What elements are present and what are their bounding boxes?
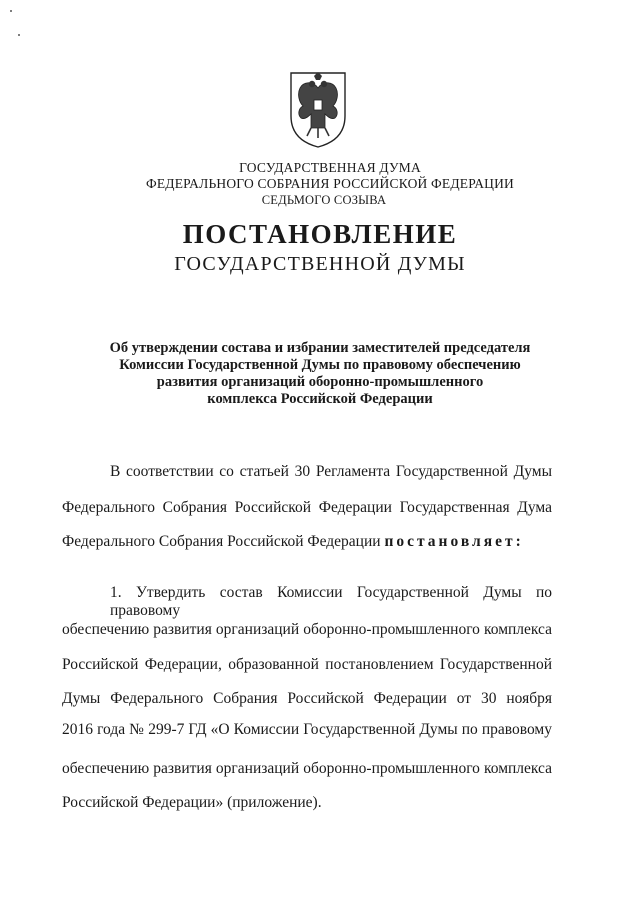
body-line: В соответствии со статьей 30 Регламента Государственной Думы xyxy=(110,463,552,480)
decree-keyword: постановляет: xyxy=(384,533,524,550)
body-line: Думы Федерального Собрания Российской Федерации от 30 ноября xyxy=(62,690,552,707)
issuer-line-1: ГОСУДАРСТВЕННАЯ ДУМА xyxy=(239,160,421,175)
body-line: Российской Федерации» (приложение). xyxy=(62,794,322,811)
topic-line: Об утверждении состава и избрании заместителей председателя xyxy=(109,340,531,356)
body-line: Федерального Собрания Российской Федерации Государственная Дума xyxy=(62,499,552,516)
coat-of-arms-emblem xyxy=(287,70,349,150)
body-line: 2016 года № 299-7 ГД «О Комиссии Государственной Думы по правовому xyxy=(62,721,552,738)
document-title: ПОСТАНОВЛЕНИЕ xyxy=(182,219,458,249)
convocation-line: СЕДЬМОГО СОЗЫВА xyxy=(261,193,387,207)
resolution-topic xyxy=(80,340,560,408)
topic-line: комплекса Российской Федерации xyxy=(207,391,433,407)
body-line: обеспечению развития организаций оборонно-промышленного комплекса xyxy=(62,760,552,777)
topic-line: развития организаций оборонно-промышленного xyxy=(156,374,484,390)
issuer-line-2: ФЕДЕРАЛЬНОГО СОБРАНИЯ РОССИЙСКОЙ ФЕДЕРАЦИИ xyxy=(146,176,514,191)
body-line xyxy=(62,533,552,551)
topic-line: Комиссии Государственной Думы по правовому обеспечению xyxy=(119,357,521,373)
body-text: Федерального Собрания Российской Федерации xyxy=(62,533,381,550)
scan-speck xyxy=(18,34,20,36)
body-line: 1. Утвердить состав Комиссии Государственной Думы по правовому xyxy=(110,584,552,619)
document-subtitle: ГОСУДАРСТВЕННОЙ ДУМЫ xyxy=(174,253,466,275)
body-line: обеспечению развития организаций оборонно-промышленного комплекса xyxy=(62,621,552,638)
scan-speck xyxy=(10,10,12,12)
body-line: Российской Федерации, образованной постановлением Государственной xyxy=(62,656,552,673)
